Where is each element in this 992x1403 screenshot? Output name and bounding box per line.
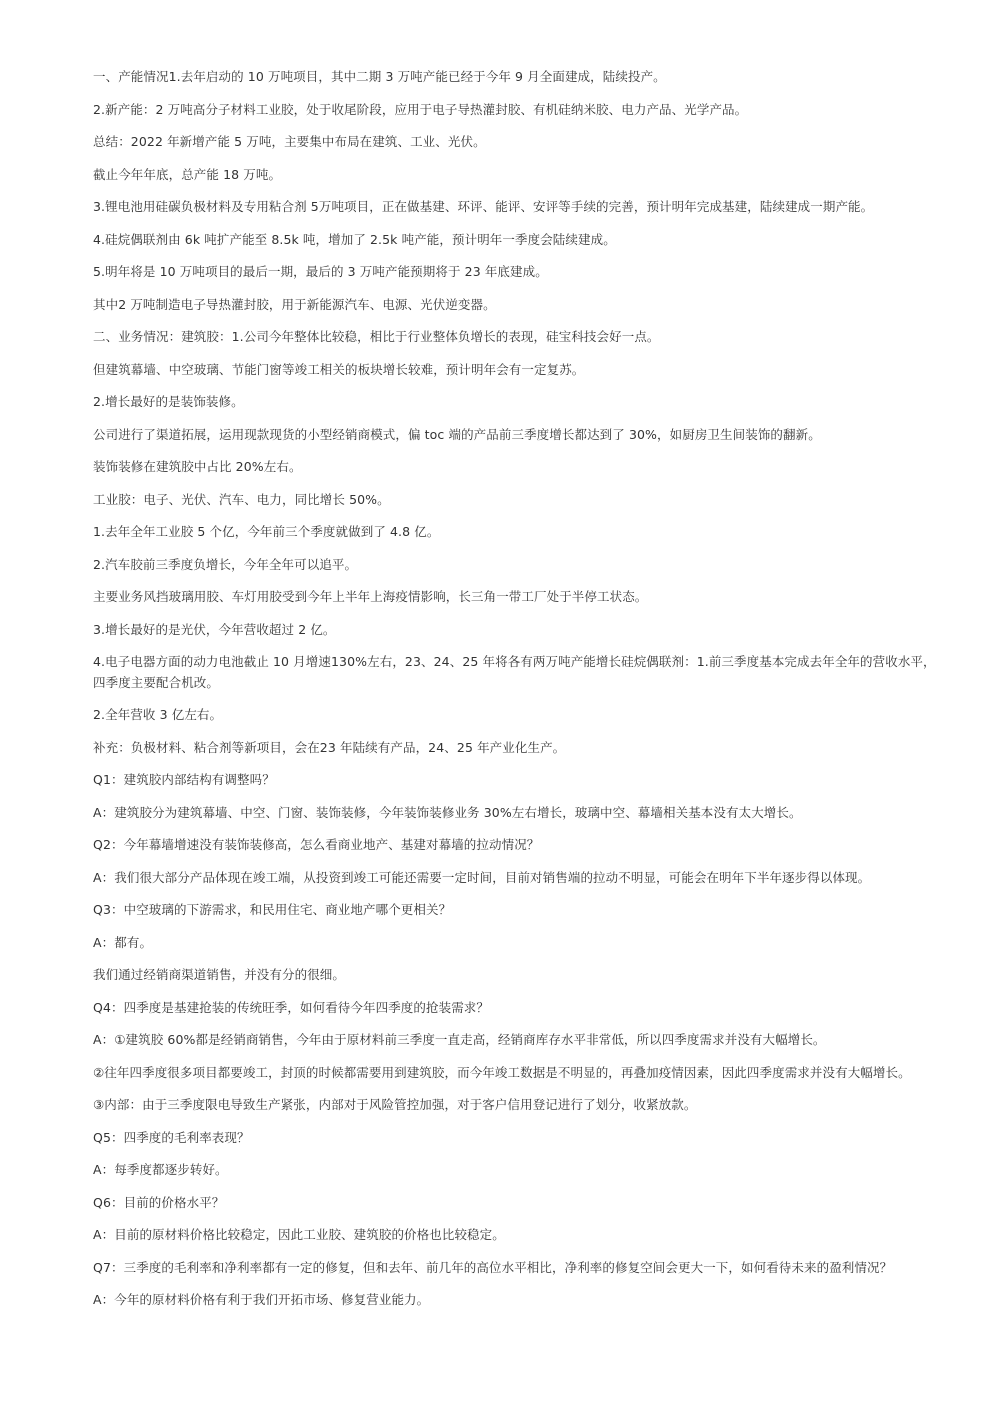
answer-q5: A：每季度都逐步转好。 <box>93 1162 228 1177</box>
answer-q6: A：目前的原材料价格比较稳定，因此工业胶、建筑胶的价格也比较稳定。 <box>93 1227 505 1242</box>
paragraph-final-phase: 5.明年将是 10 万吨项目的最后一期，最后的 3 万吨产能预期将于 23 年底建成。 <box>93 264 548 279</box>
question-q4: Q4：四季度是基建抢装的传统旺季，如何看待今年四季度的抢装需求？ <box>93 999 489 1015</box>
paragraph-decoration-growth: 2.增长最好的是装饰装修。 <box>93 394 244 409</box>
question-q2: Q2：今年幕墙增速没有装饰装修高，怎么看商业地产、基建对幕墙的拉动情况？ <box>93 837 540 852</box>
paragraph-auto-glue: 2.汽车胶前三季度负增长，今年全年可以追平。 <box>93 556 358 572</box>
answer-q4-point-3: ③内部：由于三季度限电导致生产紧张，内部对于风险管控加强，对于客户信用登记进行了划分，收紧放款。 <box>93 1097 697 1112</box>
answer-q7: A：今年的原材料价格有利于我们开拓市场、修复营业能力。 <box>93 1292 430 1307</box>
answer-q4-point-2: ②往年四季度很多项目都要竣工，封顶的时候都需要用到建筑胶，而今年竣工数据是不明显的，再叠加疫情因素，因此四季度需求并没有大幅增长。 <box>93 1064 911 1080</box>
paragraph-total-capacity: 截止今年年底，总产能 18 万吨。 <box>93 166 282 182</box>
question-q1: Q1：建筑胶内部结构有调整吗？ <box>93 772 275 787</box>
question-q6: Q6：目前的价格水平？ <box>93 1194 225 1210</box>
document-body <box>93 67 939 1323</box>
paragraph-curtain-wall: 但建筑幕墙、中空玻璃、节能门窗等竣工相关的板块增长较难，预计明年会有一定复苏。 <box>93 361 585 377</box>
paragraph-silane-expansion: 4.硅烷偶联剂由 6k 吨扩产能至 8.5k 吨，增加了 2.5k 吨产能，预计明年一季度会陆续建成。 <box>93 231 616 247</box>
paragraph-supplement: 补充：负极材料、粘合剂等新项目，会在23 年陆续有产品，24、25 年产业化生产。 <box>93 739 566 755</box>
paragraph-anode-project: 3.锂电池用硅碳负极材料及专用粘合剂 5万吨项目，正在做基建、环评、能评、安评等手续的完善，预计明年完成基建，陆续建成一期产能。 <box>93 199 874 214</box>
answer-q2: A：我们很大部分产品体现在竣工端，从投资到竣工可能还需要一定时间，目前对销售端的拉动不明显，可能会在明年下半年逐步得以体现。 <box>93 869 871 885</box>
paragraph-decoration-share: 装饰装修在建筑胶中占比 20%左右。 <box>93 459 302 474</box>
answer-q3-detail: 我们通过经销商渠道销售，并没有分的很细。 <box>93 967 346 982</box>
answer-q4-point-1: A：①建筑胶 60%都是经销商销售，今年由于原材料前三季度一直走高，经销商库存水平非常低，所以四季度需求并没有大幅增长。 <box>93 1032 826 1047</box>
paragraph-power-battery: 4.电子电器方面的动力电池截止 10 月增速130%左右，23、24、25 年将各有两万吨产能增长硅烷偶联剂：1.前三季度基本完成去年全年的营收水平，四季度主要配合机改。 <box>93 654 936 690</box>
question-q7: Q7：三季度的毛利率和净利率都有一定的修复，但和去年、前几年的高位水平相比，净利率的修复空间会更大一下，如何看待未来的盈利情况？ <box>93 1259 893 1275</box>
paragraph-channel-expansion: 公司进行了渠道拓展，运用现款现货的小型经销商模式，偏 toc 端的产品前三季度增长都达到了 30%，如厨房卫生间装饰的翻新。 <box>93 426 821 442</box>
paragraph-auto-impact: 主要业务风挡玻璃用胶、车灯用胶受到今年上半年上海疫情影响，长三角一带工厂处于半停工状态。 <box>93 589 648 604</box>
paragraph-photovoltaic: 3.增长最好的是光伏，今年营收超过 2 亿。 <box>93 621 336 637</box>
paragraph-business-intro: 二、业务情况：建筑胶：1.公司今年整体比较稳，相比于行业整体负增长的表现，硅宝科技会好一点。 <box>93 329 660 344</box>
answer-q3: A：都有。 <box>93 934 153 950</box>
paragraph-summary: 总结：2022 年新增产能 5 万吨，主要集中布局在建筑、工业、光伏。 <box>93 134 486 149</box>
answer-q1: A：建筑胶分为建筑幕墙、中空、门窗、装饰装修，今年装饰装修业务 30%左右增长，玻璃中空、幕墙相关基本没有太大增长。 <box>93 804 802 820</box>
question-q3: Q3：中空玻璃的下游需求，和民用住宅、商业地产哪个更相关？ <box>93 902 452 917</box>
paragraph-capacity-intro: 一、产能情况1.去年启动的 10 万吨项目，其中二期 3 万吨产能已经于今年 9 月全面建成，陆续投产。 <box>93 69 666 84</box>
question-q5: Q5：四季度的毛利率表现？ <box>93 1129 250 1145</box>
paragraph-annual-revenue: 2.全年营收 3 亿左右。 <box>93 707 223 722</box>
paragraph-potting-glue: 其中2 万吨制造电子导热灌封胶，用于新能源汽车、电源、光伏逆变器。 <box>93 296 496 312</box>
paragraph-new-capacity: 2.新产能：2 万吨高分子材料工业胶，处于收尾阶段，应用于电子导热灌封胶、有机硅纳米胶、电力产品、光学产品。 <box>93 101 748 117</box>
paragraph-industrial-revenue: 1.去年全年工业胶 5 个亿，今年前三个季度就做到了 4.8 亿。 <box>93 524 440 539</box>
paragraph-industrial-glue: 工业胶：电子、光伏、汽车、电力，同比增长 50%。 <box>93 491 390 507</box>
